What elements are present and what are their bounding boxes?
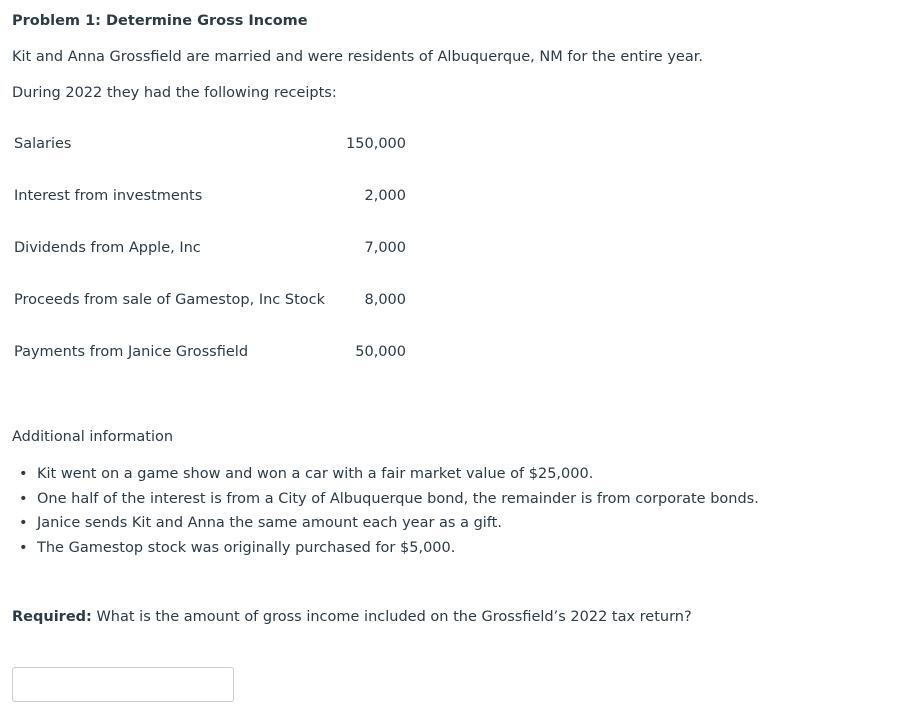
receipt-label-interest: Interest from investments [14, 188, 203, 204]
table-row [8, 170, 406, 222]
receipt-amount-payments: 50,000 [355, 344, 406, 360]
receipt-amount-salaries: 150,000 [346, 136, 406, 152]
receipt-label-salaries: Salaries [14, 136, 72, 152]
receipts-intro-text: During 2022 they had the following receipts: [12, 85, 337, 101]
receipt-amount-dividends: 7,000 [364, 240, 406, 256]
list-item: • Janice sends Kit and Anna the same amount each year as a gift. [37, 511, 759, 536]
receipt-label-stock-sale: Proceeds from sale of Gamestop, Inc Stock [14, 292, 325, 308]
additional-info-heading: Additional information [12, 429, 174, 445]
table-row [8, 118, 406, 170]
receipt-amount-stock-sale: 8,000 [364, 292, 406, 308]
additional-info-list [12, 462, 759, 560]
receipts-table [8, 118, 406, 378]
list-item: • The Gamestop stock was originally purchased for $5,000. [37, 536, 759, 561]
receipt-label-dividends: Dividends from Apple, Inc [14, 240, 201, 256]
table-row [8, 222, 406, 274]
required-question-text: What is the amount of gross income included on the Grossfield’s 2022 tax return? [91, 609, 692, 625]
receipt-label-payments: Payments from Janice Grossfield [14, 344, 249, 360]
required-question [12, 609, 692, 625]
required-label: Required: [12, 609, 92, 625]
problem-title: Problem 1: Determine Gross Income [12, 13, 308, 29]
intro-text: Kit and Anna Grossfield are married and were residents of Albuquerque, NM for the entire year. [12, 49, 703, 65]
table-row [8, 326, 406, 378]
receipt-amount-interest: 2,000 [364, 188, 406, 204]
table-row [8, 274, 406, 326]
list-item: • One half of the interest is from a City of Albuquerque bond, the remainder is from corporate bonds. [37, 487, 759, 512]
list-item: • Kit went on a game show and won a car with a fair market value of $25,000. [37, 462, 759, 487]
answer-input[interactable] [12, 667, 234, 702]
